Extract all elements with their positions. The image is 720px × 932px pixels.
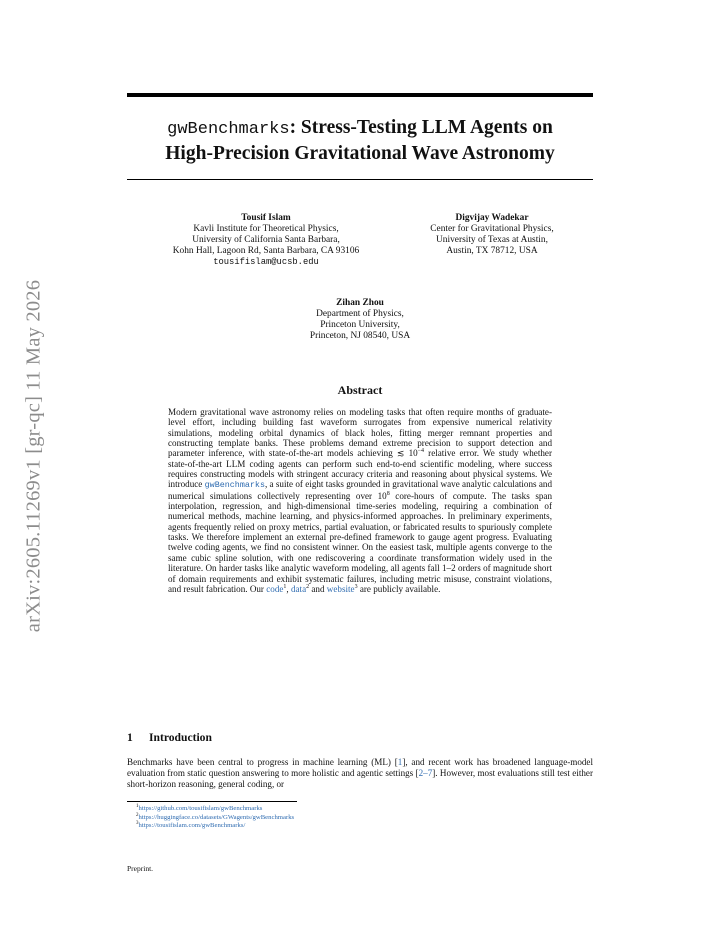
title-line2: High-Precision Gravitational Wave Astronomy xyxy=(165,143,555,164)
footnote-marker[interactable]: 3 xyxy=(354,583,358,590)
abstract-text: Modern gravitational wave astronomy relies on modeling tasks that often require months of graduate-level effort, including building fast waveform surrogates from expensive numerical relativity simulations, modeling orbital dynamics of black holes, fitting merger remnant properties and constructing template banks. These problems demand extreme precision to support detection and parameter inference, with state-of-the-art models achieving xyxy=(168,407,552,459)
section-heading-introduction xyxy=(127,731,212,744)
title-top-rule xyxy=(127,93,593,97)
paper-title xyxy=(127,116,593,166)
abstract-separator: and xyxy=(309,583,327,594)
footnote-url[interactable]: https://tousifislam.com/gwBenchmarks/ xyxy=(138,822,246,830)
abstract-separator: , xyxy=(286,583,291,594)
footnote-marker[interactable]: 1 xyxy=(283,583,287,590)
author-block-1 xyxy=(140,213,392,268)
author-affiliation: Kavli Institute for Theoretical Physics, xyxy=(193,224,339,234)
website-link[interactable]: website xyxy=(326,583,355,594)
author-block-3 xyxy=(260,298,460,342)
footnote-item[interactable] xyxy=(136,805,294,814)
author-name: Zihan Zhou xyxy=(336,298,384,308)
citation-link[interactable]: 1 xyxy=(397,757,403,767)
footnote-rule xyxy=(127,801,297,802)
footnote-url[interactable]: https://huggingface.co/datasets/GWagents/gwBenchmarks xyxy=(138,813,295,821)
footnote-item[interactable] xyxy=(136,814,294,823)
title-bottom-rule xyxy=(127,179,593,180)
abstract-text: , a suite of eight tasks grounded in gravitational wave analytic calculations and numerical simulations collectively representing over 10 xyxy=(168,479,552,501)
abstract-text: are publicly available. xyxy=(357,583,441,594)
author-name: Tousif Islam xyxy=(241,213,291,223)
author-affiliation: Kohn Hall, Lagoon Rd, Santa Barbara, CA 93106 xyxy=(172,246,360,256)
author-affiliation: Austin, TX 78712, USA xyxy=(446,246,538,256)
footnote-marker[interactable]: 2 xyxy=(306,583,310,590)
abstract-text: core-hours of compute. The tasks span interpolation, regression, and high-dimensional time-series modeling, requiring a combination of numerical methods, machine learning, and physics-informed approaches. In preliminary experiments, agents frequently relied on proxy metrics, partial evaluation, or fabricated results to spuriously complete tasks. We therefore implement an external pre-defined framework to gauge agent progress. Evaluating twelve coding agents, we find no consistent winner. On the easiest task, multiple agents converge to the same cubic spline solution, with one rediscovering a coordinate transformation widely used in the literature. On harder tasks like analytic waveform modeling, all agents fall 1–2 orders of magnitude short of domain requirements and exhibit systematic failures, including metric misuse, constraint violations, and result fabrication. Our xyxy=(168,490,552,594)
author-affiliation: Princeton University, xyxy=(320,320,400,330)
footnotes xyxy=(136,805,294,831)
citation-link[interactable]: 2–7 xyxy=(418,768,433,778)
abstract-exponent: 8 xyxy=(386,490,390,497)
preprint-label: Preprint. xyxy=(127,864,154,873)
intro-text: Benchmarks have been central to progress in machine learning (ML) [ xyxy=(127,757,398,767)
footnote-item[interactable] xyxy=(136,822,294,831)
footnote-number: 3 xyxy=(136,820,139,826)
intro-text: ], and recent work has broadened language-model evaluation from static question answering to more holistic and agentic settings [ xyxy=(127,757,593,778)
introduction-paragraph xyxy=(127,757,593,790)
abstract-math-exponent: −4 xyxy=(417,448,425,455)
data-link[interactable]: data xyxy=(290,583,307,594)
author-affiliation: Department of Physics, xyxy=(316,309,404,319)
arxiv-identifier-stamp: arXiv:2605.11269v1 [gr-qc] 11 May 2026 xyxy=(22,279,45,633)
footnote-url[interactable]: https://github.com/tousifislam/gwBenchmarks xyxy=(138,805,263,812)
abstract-body xyxy=(168,407,552,594)
section-title: Introduction xyxy=(149,731,212,744)
author-affiliation: Center for Gravitational Physics, xyxy=(430,224,554,234)
intro-text: ]. However, most evaluations still test either short-horizon reasoning, general coding, or xyxy=(127,768,593,789)
abstract-math: ≲ 10 xyxy=(396,448,418,459)
abstract-text: relative error. We study whether state-of-the-art LLM coding agents can perform such end-to-end scientific modeling, where success requires constructing models with stringent accuracy criteria and reasoning about physical systems. We introduce xyxy=(168,448,552,490)
footnote-number: 1 xyxy=(136,803,139,809)
author-name: Digvijay Wadekar xyxy=(455,213,529,223)
code-link[interactable]: code xyxy=(266,583,284,594)
title-line1: : Stress-Testing LLM Agents on xyxy=(289,117,553,138)
author-affiliation: University of California Santa Barbara, xyxy=(192,235,340,245)
title-code-name: gwBenchmarks xyxy=(167,120,290,139)
abstract-code-name: gwBenchmarks xyxy=(204,480,265,491)
footnote-number: 2 xyxy=(136,812,139,818)
author-email[interactable]: tousifislam@ucsb.edu xyxy=(213,257,319,267)
author-affiliation: Princeton, NJ 08540, USA xyxy=(309,331,411,341)
section-number: 1 xyxy=(127,731,133,744)
author-block-2 xyxy=(402,213,582,257)
abstract-heading: Abstract xyxy=(337,383,383,397)
author-affiliation: University of Texas at Austin, xyxy=(436,235,548,245)
